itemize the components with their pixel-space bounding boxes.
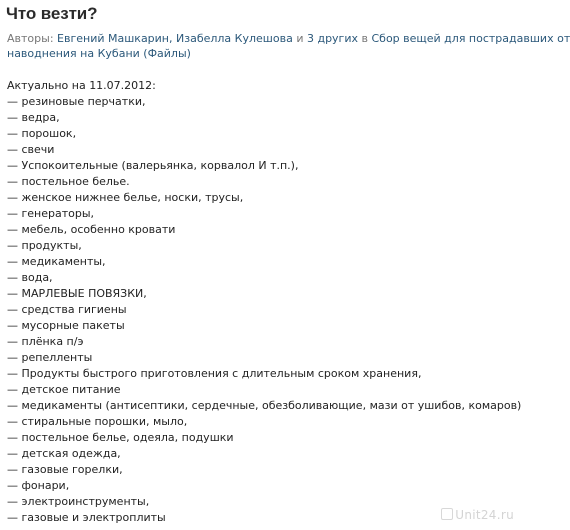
list-item: — продукты, [7,239,82,252]
list-item: — фонари, [7,479,70,492]
list-item: — генераторы, [7,207,95,220]
list-item: — вода, [7,271,53,284]
list-item: — газовые и электроплиты [7,511,166,524]
list-item: — медикаменты, [7,255,106,268]
list-item: — медикаменты (антисептики, сердечные, обезболивающие, мази от ушибов, комаров) [7,399,522,412]
list-item: — ведра, [7,111,60,124]
page-title: Что везти? [6,4,98,23]
watermark-text: Unit24.ru [455,508,514,522]
authors-line-1 [7,31,570,46]
list-item: — свечи [7,143,55,156]
list-item: — средства гигиены [7,303,127,316]
group-link[interactable]: Сбор вещей для пострадавших от [371,32,570,45]
list-item: — Продукты быстрого приготовления с длительным сроком хранения, [7,367,422,380]
list-item: — детское питание [7,383,121,396]
list-item: — порошок, [7,127,77,140]
authors-and: и [296,32,304,45]
post-content [7,78,522,526]
date-line: Актуально на 11.07.2012: [7,79,156,92]
list-item: — Успокоительные (валерьянка, корвалол И т.п.), [7,159,299,172]
list-item: — постельное белье. [7,175,130,188]
site-watermark [441,508,514,522]
list-item: — МАРЛЕВЫЕ ПОВЯЗКИ, [7,287,147,300]
watermark-logo-icon [441,508,453,520]
list-item: — электроинструменты, [7,495,150,508]
list-item: — газовые горелки, [7,463,123,476]
list-item: — мебель, особенно кровати [7,223,176,236]
group-link-continued[interactable]: наводнения на Кубани (Файлы) [7,47,191,60]
authors-others-link[interactable]: 3 других [306,32,358,45]
authors-in: в [361,32,368,45]
list-item: — постельное белье, одеяла, подушки [7,431,234,444]
list-item: — детская одежда, [7,447,121,460]
list-item: — стиральные порошки, мыло, [7,415,188,428]
list-item: — плёнка п/э [7,335,84,348]
authors-block [7,31,570,61]
authors-label: Авторы: [7,32,54,45]
list-item: — женское нижнее белье, носки, трусы, [7,191,244,204]
author-link-2[interactable]: Изабелла Кулешова [176,32,293,45]
list-item: — мусорные пакеты [7,319,125,332]
author-link-1[interactable]: Евгений Машкарин, [57,32,173,45]
authors-line-2 [7,46,515,61]
list-item: — репелленты [7,351,93,364]
list-item: — резиновые перчатки, [7,95,146,108]
